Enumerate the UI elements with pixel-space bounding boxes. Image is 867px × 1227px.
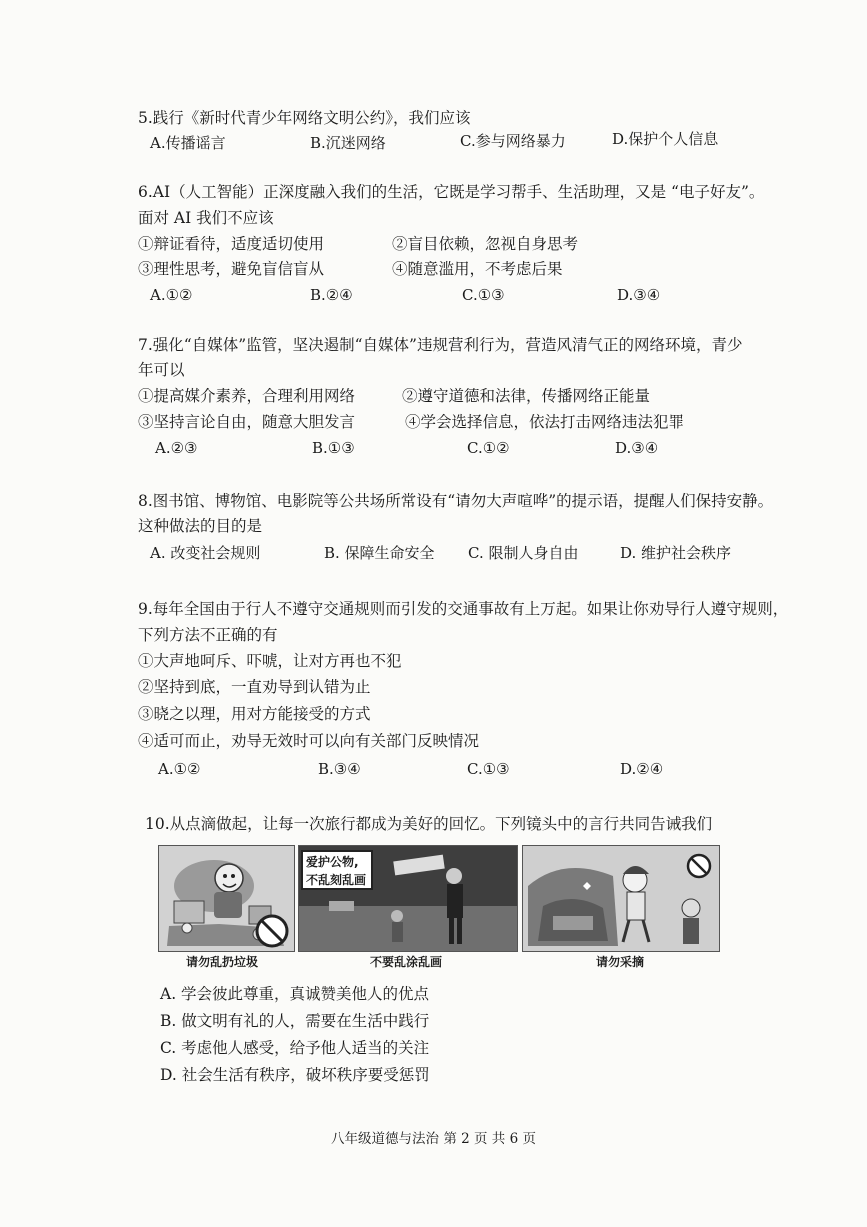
no-picking-prohibition-icon — [685, 852, 713, 880]
q7-statement-1: ①提高媒介素养，合理利用网络 — [138, 387, 356, 405]
q10-caption-2: 不要乱涂乱画 — [370, 955, 443, 969]
q6-statement-1: ①辩证看待，适度适切使用 — [138, 235, 325, 253]
q6-stem-line2: 面对 AI 我们不应该 — [138, 209, 274, 227]
prohibition-icon — [254, 913, 290, 949]
q7-statement-3: ③坚持言论自由，随意大胆发言 — [138, 413, 356, 431]
q10-illustration-strip — [158, 845, 718, 970]
q9-stem-line1: 9.每年全国由于行人不遵守交通规则而引发的交通事故有上万起。如果让你劝导行人遵守规则， — [138, 600, 789, 618]
q5-option-b: B.沉迷网络 — [310, 134, 386, 152]
sign-line-1: 爱护公物, — [306, 855, 359, 869]
q5-option-d: D.保护个人信息 — [612, 130, 719, 148]
q5-option-a: A.传播谣言 — [150, 134, 226, 152]
q6-option-b: B.②④ — [310, 286, 353, 304]
q8-option-d: D. 维护社会秩序 — [620, 544, 732, 562]
q10-option-a: A. 学会彼此尊重，真诚赞美他人的优点 — [160, 985, 430, 1003]
q8-stem-line2: 这种做法的目的是 — [138, 517, 263, 535]
q10-panel-litter — [158, 845, 295, 952]
q9-statement-1: ①大声地呵斥、吓唬，让对方再也不犯 — [138, 652, 402, 670]
q9-statement-3: ③晓之以理，用对方能接受的方式 — [138, 705, 371, 723]
q5-stem: 5.践行《新时代青少年网络文明公约》，我们应该 — [138, 109, 471, 127]
q6-statement-3: ③理性思考，避免盲信盲从 — [138, 260, 325, 278]
q6-option-c: C.①③ — [462, 286, 505, 304]
q7-option-b: B.①③ — [312, 439, 355, 457]
q7-statement-2: ②遵守道德和法律，传播网络正能量 — [402, 387, 651, 405]
q7-stem-line1: 7.强化“自媒体”监管，坚决遏制“自媒体”违规营利行为，营造风清气正的网络环境，青少 — [138, 336, 743, 354]
q10-option-b: B. 做文明有礼的人，需要在生活中践行 — [160, 1012, 430, 1030]
q6-option-d: D.③④ — [617, 286, 661, 304]
q10-caption-3: 请勿采摘 — [596, 955, 645, 969]
q8-option-a: A. 改变社会规则 — [150, 544, 261, 562]
q9-statement-4: ④适可而止，劝导无效时可以向有关部门反映情况 — [138, 732, 480, 750]
q6-statement-2: ②盲目依赖，忽视自身思考 — [392, 235, 579, 253]
sign-line-2: 不乱刻乱画 — [306, 873, 367, 887]
q10-panel-picking — [522, 845, 720, 952]
q6-statement-4: ④随意滥用，不考虑后果 — [392, 260, 563, 278]
q7-stem-line2: 年可以 — [138, 361, 185, 379]
q7-option-c: C.①② — [467, 439, 510, 457]
q6-stem-line1: 6.AI（人工智能）正深度融入我们的生活，它既是学习帮手、生活助理，又是 “电子好友”。 — [138, 183, 765, 201]
q8-option-c: C. 限制人身自由 — [468, 544, 579, 562]
q9-option-b: B.③④ — [318, 760, 361, 778]
q9-stem-line2: 下列方法不正确的有 — [138, 626, 278, 644]
q10-option-d: D. 社会生活有秩序，破坏秩序要受惩罚 — [160, 1066, 430, 1084]
q5-option-c: C.参与网络暴力 — [460, 132, 566, 150]
q10-stem: 10.从点滴做起，让每一次旅行都成为美好的回忆。下列镜头中的言行共同告诫我们 — [145, 815, 713, 833]
q10-option-c: C. 考虑他人感受，给予他人适当的关注 — [160, 1039, 430, 1057]
q9-option-a: A.①② — [158, 760, 201, 778]
q8-stem-line1: 8.图书馆、博物馆、电影院等公共场所常设有“请勿大声喧哗”的提示语，提醒人们保持安静。 — [138, 492, 774, 510]
page-footer: 八年级道德与法治 第 2 页 共 6 页 — [331, 1131, 536, 1147]
q6-option-a: A.①② — [150, 286, 193, 304]
q7-option-a: A.②③ — [155, 439, 198, 457]
q9-statement-2: ②坚持到底，一直劝导到认错为止 — [138, 678, 371, 696]
q7-statement-4: ④学会选择信息，依法打击网络违法犯罪 — [405, 413, 685, 431]
graffiti-cartoon-illustration — [299, 846, 517, 951]
q8-option-b: B. 保障生命安全 — [324, 544, 435, 562]
q7-option-d: D.③④ — [615, 439, 659, 457]
q9-option-c: C.①③ — [467, 760, 510, 778]
q9-option-d: D.②④ — [620, 760, 664, 778]
q10-panel-graffiti — [298, 845, 518, 952]
q10-caption-1: 请勿乱扔垃圾 — [186, 955, 259, 969]
